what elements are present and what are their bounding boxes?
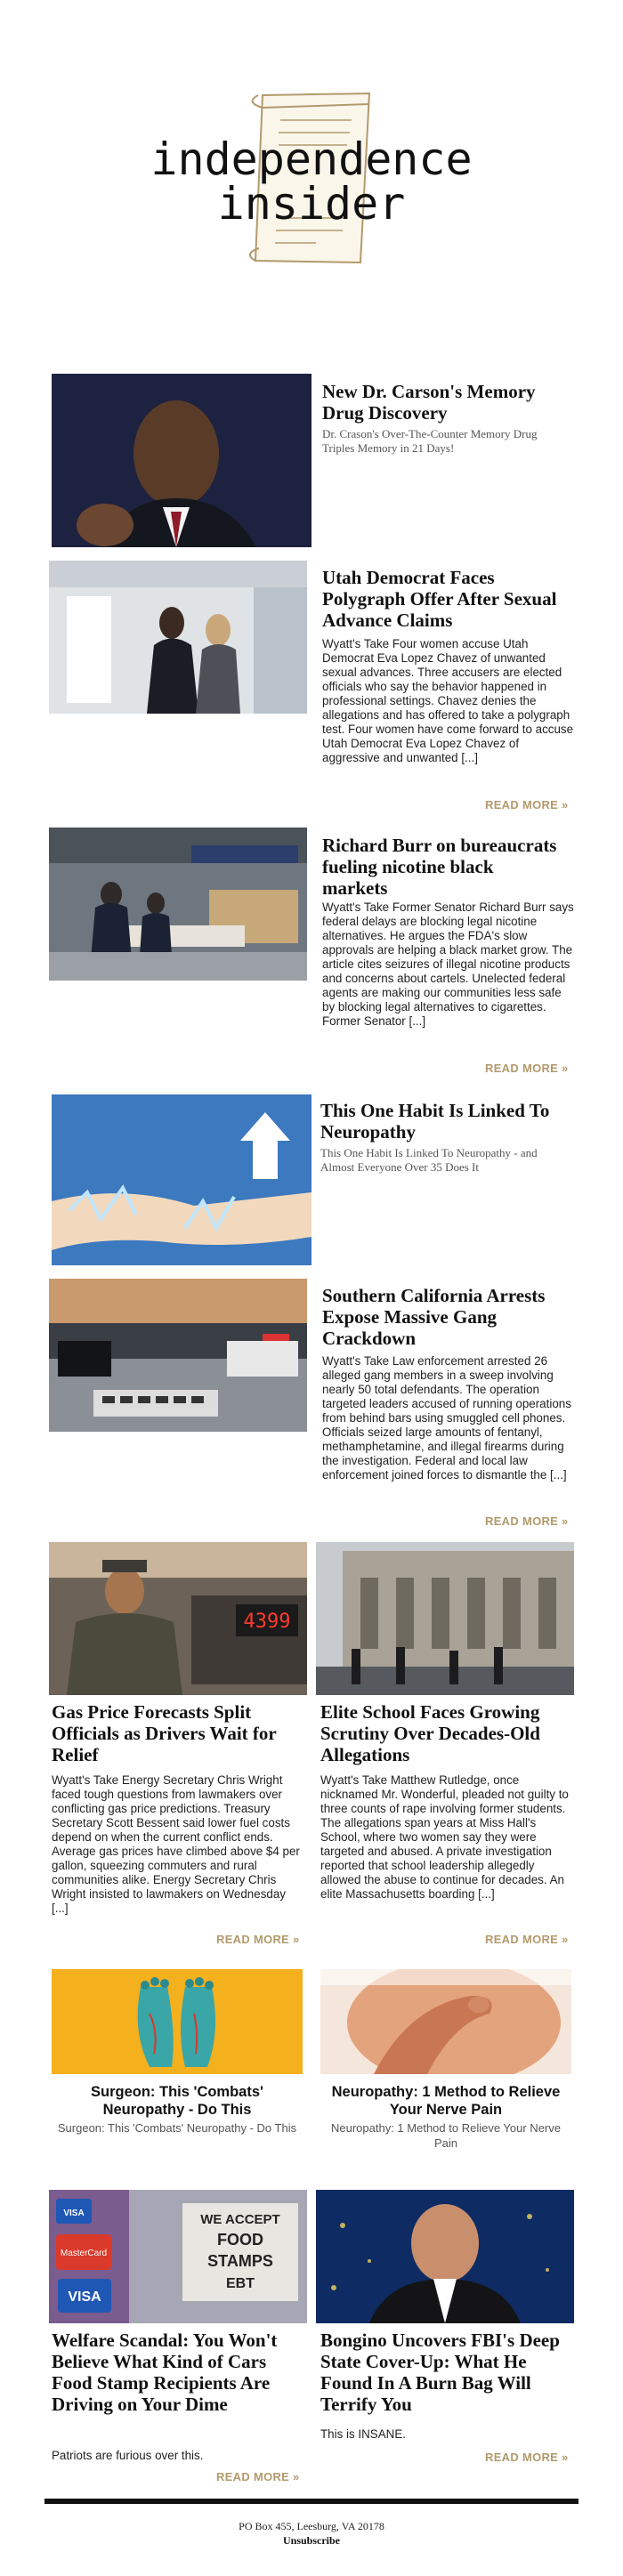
article-3-title[interactable]: Richard Burr on bureaucrats fueling nicotine black markets: [322, 835, 557, 899]
article-5-read-more-link[interactable]: READ MORE »: [485, 1514, 569, 1528]
footer-address: PO Box 455, Leesburg, VA 20178: [239, 2520, 384, 2532]
logo-text-line2: insider: [217, 178, 406, 230]
brand-logo[interactable]: [134, 85, 490, 280]
article-3-read-more-link[interactable]: READ MORE »: [485, 1062, 569, 1075]
ad-2-image[interactable]: [320, 1969, 571, 2074]
bottom-2-body: This is INSANE.: [320, 2427, 406, 2441]
ad-1-image[interactable]: [52, 1969, 303, 2074]
ad-2-title[interactable]: Neuropathy: 1 Method to Relieve Your Nerve Pain: [331, 2084, 561, 2118]
visa-card-label-2: VISA: [63, 2209, 85, 2218]
article-1-title[interactable]: New Dr. Carson's Memory Drug Discovery: [322, 381, 536, 424]
article-5-title[interactable]: Southern California Arrests Expose Massive Gang Crackdown: [322, 1285, 546, 1349]
article-5-body: Wyatt's Take Law enforcement arrested 26 alleged gang members in a sweep involving nearly 50 total defendants. The operation targeted leaders accused of running operations from behind bars using smuggled cell phones. Officials seized large amounts of fentanyl, methamphetamine, and illegal firearms during the investigation. Federal and local law enforcement joined forces to dismantle the [...]: [322, 1354, 571, 1482]
ad-1-subtitle: Surgeon: This 'Combats' Neuropathy - Do This: [57, 2121, 297, 2135]
grid-1-read-more-link[interactable]: READ MORE »: [216, 1933, 300, 1946]
unsubscribe-link[interactable]: Unsubscribe: [282, 2534, 340, 2547]
article-3-body: Wyatt's Take Former Senator Richard Burr says federal delays are blocking legal nicotine alternatives. He argues the FDA's slow approvals are helping a black market grow. The article cites seizures of illegal nicotine products and concerns about cartels. Unelected federal agents are making our communities less safe by blocking legal alternatives to cigarettes. Former Senator [...]: [322, 900, 574, 1028]
sign-line-3: STAMPS: [207, 2252, 273, 2270]
article-2-image[interactable]: [49, 561, 307, 714]
grid-2-body: Wyatt's Take Matthew Rutledge, once nicknamed Mr. Wonderful, pleaded not guilty to three counts of rape involving former students. The allegations span years at Miss Hall's School, where two women say they were targeted and abused. A private investigation reported that school leadership allegedly allowed the abuse to continue for decades. An elite Massachusetts boarding [...]: [320, 1773, 569, 1901]
logo-text-line1: independence: [150, 133, 473, 185]
visa-card-label-1: VISA: [68, 2289, 101, 2305]
bottom-2-title[interactable]: Bongino Uncovers FBI's Deep State Cover-Up: What He Found In A Burn Bag Will Terrify You: [320, 2330, 560, 2415]
mastercard-label: MasterCard: [60, 2249, 108, 2258]
article-5-image[interactable]: [49, 1279, 307, 1432]
ad-2-subtitle: Neuropathy: 1 Method to Relieve Your Nerve Pain: [331, 2121, 561, 2150]
article-1-image[interactable]: [52, 374, 312, 547]
article-2-body: Wyatt's Take Four women accuse Utah Democrat Eva Lopez Chavez of unwanted sexual advances. Three accusers are elected officials who say the behavior happened in professional settings. Chavez denies the allegations and has offered to take a polygraph test. Four women have come forward to accuse Utah Democrat Eva Lopez Chavez of aggressive and unwanted [...]: [322, 637, 574, 764]
article-3-image[interactable]: [49, 828, 307, 981]
grid-1-title[interactable]: Gas Price Forecasts Split Officials as Drivers Wait for Relief: [52, 1701, 277, 1765]
article-1-subtitle: Dr. Crason's Over-The-Counter Memory Drug Triples Memory in 21 Days!: [322, 427, 538, 455]
footer-divider: [44, 2499, 578, 2504]
bottom-2-read-more-link[interactable]: READ MORE »: [485, 2451, 569, 2464]
gas-price-display: 4399: [243, 1611, 291, 1633]
sign-line-2: FOOD: [217, 2231, 263, 2249]
sign-line-1: WE ACCEPT: [200, 2212, 280, 2227]
bottom-1-title[interactable]: Welfare Scandal: You Won't Believe What Kind of Cars Food Stamp Recipients Are Driving on Your Dime: [52, 2330, 278, 2415]
grid-2-image[interactable]: [316, 1542, 574, 1695]
bottom-2-image[interactable]: [316, 2190, 574, 2323]
bottom-1-read-more-link[interactable]: READ MORE »: [216, 2470, 300, 2483]
article-2-title[interactable]: Utah Democrat Faces Polygraph Offer After Sexual Advance Claims: [322, 567, 557, 631]
bottom-1-image[interactable]: [49, 2190, 307, 2323]
grid-1-body: Wyatt's Take Energy Secretary Chris Wright faced tough questions from lawmakers over conflicting gas price predictions. Treasury Secretary Scott Bessent said lower fuel costs depend on when the current conflict ends. Average gas prices have climbed above $4 per gallon, squeezing commuters and rural communities alike. Energy Secretary Chris Wright insisted to lawmakers on Wednesday [...]: [52, 1773, 300, 1915]
article-4-title[interactable]: This One Habit Is Linked To Neuropathy: [320, 1100, 550, 1143]
ad-1-title[interactable]: Surgeon: This 'Combats' Neuropathy - Do This: [91, 2084, 263, 2118]
grid-2-title[interactable]: Elite School Faces Growing Scrutiny Over Decades-Old Allegations: [320, 1701, 540, 1765]
grid-2-read-more-link[interactable]: READ MORE »: [485, 1933, 569, 1946]
article-4-image[interactable]: [52, 1094, 312, 1265]
grid-1-image[interactable]: [49, 1542, 307, 1695]
bottom-1-body: Patriots are furious over this.: [52, 2449, 204, 2462]
sign-line-4: EBT: [226, 2276, 255, 2291]
article-2-read-more-link[interactable]: READ MORE »: [485, 798, 569, 812]
article-4-subtitle: This One Habit Is Linked To Neuropathy - and Almost Everyone Over 35 Does It: [320, 1146, 538, 1174]
